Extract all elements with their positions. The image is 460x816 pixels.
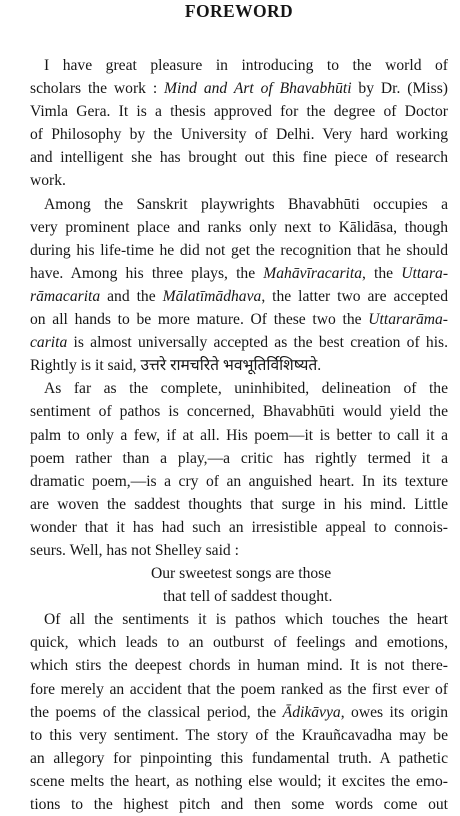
text-line bbox=[30, 100, 448, 123]
text-segment: , the latter two are accepted bbox=[261, 287, 448, 305]
text-segment: very prominent place and ranks only next to Kālidāsa, though bbox=[30, 218, 448, 236]
text-line bbox=[30, 493, 448, 516]
text-segment: tions to the highest pitch and then some words come out bbox=[30, 796, 448, 813]
text-line bbox=[30, 262, 448, 285]
text-segment: have. Among his three plays, the bbox=[30, 264, 264, 282]
text-segment: Vimla Gera. It is a thesis approved for the degree of Doctor bbox=[30, 103, 448, 121]
text-segment: to this very sentiment. The story of the Krauñcavadha may be bbox=[30, 726, 448, 744]
text-segment: , owes its origin bbox=[340, 703, 449, 721]
text-line bbox=[30, 146, 448, 169]
text-segment: during his life-time he did not get the recognition that he should bbox=[30, 241, 448, 259]
text-line bbox=[30, 539, 448, 562]
text-line bbox=[30, 770, 448, 793]
text-line bbox=[30, 470, 448, 493]
text-segment: wonder that it has had such an irresistible appeal to connois- bbox=[30, 518, 448, 536]
text-segment: and the bbox=[100, 287, 163, 305]
text-segment: palm to only a few, if at all. His poem—it is better to call it a bbox=[30, 426, 448, 444]
text-line bbox=[30, 169, 448, 192]
text-line bbox=[30, 193, 448, 216]
text-line bbox=[30, 77, 448, 100]
text-line bbox=[30, 377, 448, 400]
text-line bbox=[30, 654, 448, 677]
text-segment: Of all the sentiments it is pathos which touches the heart bbox=[44, 611, 448, 629]
italic-title: carita bbox=[30, 334, 68, 352]
text-segment: the poems of the classical period, the bbox=[30, 703, 283, 721]
text-line bbox=[30, 793, 448, 816]
text-line bbox=[30, 331, 448, 354]
text-segment: scene melts the heart, as nothing else would; it excites the emo- bbox=[30, 772, 448, 790]
text-segment: an allegory for pinpointing this fundamental truth. A pathetic bbox=[30, 749, 448, 767]
text-segment: scholars the work : bbox=[30, 80, 165, 98]
text-segment: by Dr. (Miss) bbox=[351, 80, 448, 98]
text-line bbox=[30, 400, 448, 423]
text-segment: work. bbox=[30, 172, 66, 190]
text-segment: are woven the saddest thoughts that surge in his mind. Little bbox=[30, 495, 448, 513]
verse-line bbox=[30, 562, 448, 585]
text-segment: I have great pleasure in introducing to the world of bbox=[44, 57, 448, 74]
text-segment: which stirs the deepest chords in human mind. It is not there- bbox=[30, 657, 448, 675]
text-line bbox=[30, 123, 448, 146]
text-line bbox=[30, 516, 448, 539]
text-line bbox=[30, 447, 448, 470]
text-segment: Among the Sanskrit playwrights Bhavabhūti occupies a bbox=[44, 195, 448, 213]
text-line bbox=[30, 216, 448, 239]
text-segment: on all hands to be more mature. Of these two the bbox=[30, 311, 369, 329]
italic-title: Mahāvīracarita bbox=[263, 264, 363, 282]
page-title: FOREWORD bbox=[184, 1, 294, 21]
foreword-body bbox=[30, 54, 448, 816]
text-line bbox=[30, 239, 448, 262]
italic-title: Mind and Art of Bhavabhūti bbox=[164, 80, 352, 98]
text-segment: poem rather than a play,—a critic has rightly termed it a bbox=[30, 449, 448, 467]
italic-title: Uttararāma- bbox=[368, 311, 448, 329]
text-segment: sentiment of pathos is concerned, Bhavabhūti would yield the bbox=[30, 403, 448, 421]
italic-title: rāmacarita bbox=[30, 287, 101, 305]
text-line bbox=[30, 424, 448, 447]
text-line bbox=[30, 747, 448, 770]
italic-title: Uttara- bbox=[401, 264, 449, 282]
text-segment: dramatic poem,—is a cry of an anguished heart. In its texture bbox=[30, 472, 448, 490]
text-segment: and intelligent she has brought out this fine piece of research bbox=[30, 149, 448, 167]
text-segment: Rightly is it said, उत्तरे रामचरिते भवभूतिर्विशिष्यते. bbox=[30, 357, 322, 375]
text-line bbox=[30, 285, 448, 308]
text-line bbox=[30, 54, 448, 77]
text-line bbox=[30, 701, 448, 724]
text-line bbox=[30, 678, 448, 701]
italic-title: Mālatīmādhava bbox=[162, 287, 262, 305]
text-segment: fore merely an accident that the poem ranked as the first ever of bbox=[30, 680, 448, 698]
text-segment: , the bbox=[362, 264, 402, 282]
text-line bbox=[30, 308, 448, 331]
text-segment: seurs. Well, has not Shelley said : bbox=[30, 541, 239, 559]
text-segment: quick, which leads to an outburst of feelings and emotions, bbox=[30, 634, 448, 652]
text-line bbox=[30, 724, 448, 747]
verse-line bbox=[30, 585, 448, 608]
italic-title: Ādikāvya bbox=[282, 703, 341, 721]
text-segment: is almost universally accepted as the best creation of his. bbox=[67, 334, 448, 352]
text-segment: As far as the complete, uninhibited, delineation of the bbox=[44, 380, 448, 398]
text-line bbox=[30, 608, 448, 631]
text-segment: that tell of saddest thought. bbox=[163, 588, 333, 606]
text-line bbox=[30, 354, 448, 377]
text-segment: Our sweetest songs are those bbox=[151, 565, 332, 583]
text-segment: of Philosophy by the University of Delhi. Very hard working bbox=[30, 126, 448, 144]
text-line bbox=[30, 631, 448, 654]
